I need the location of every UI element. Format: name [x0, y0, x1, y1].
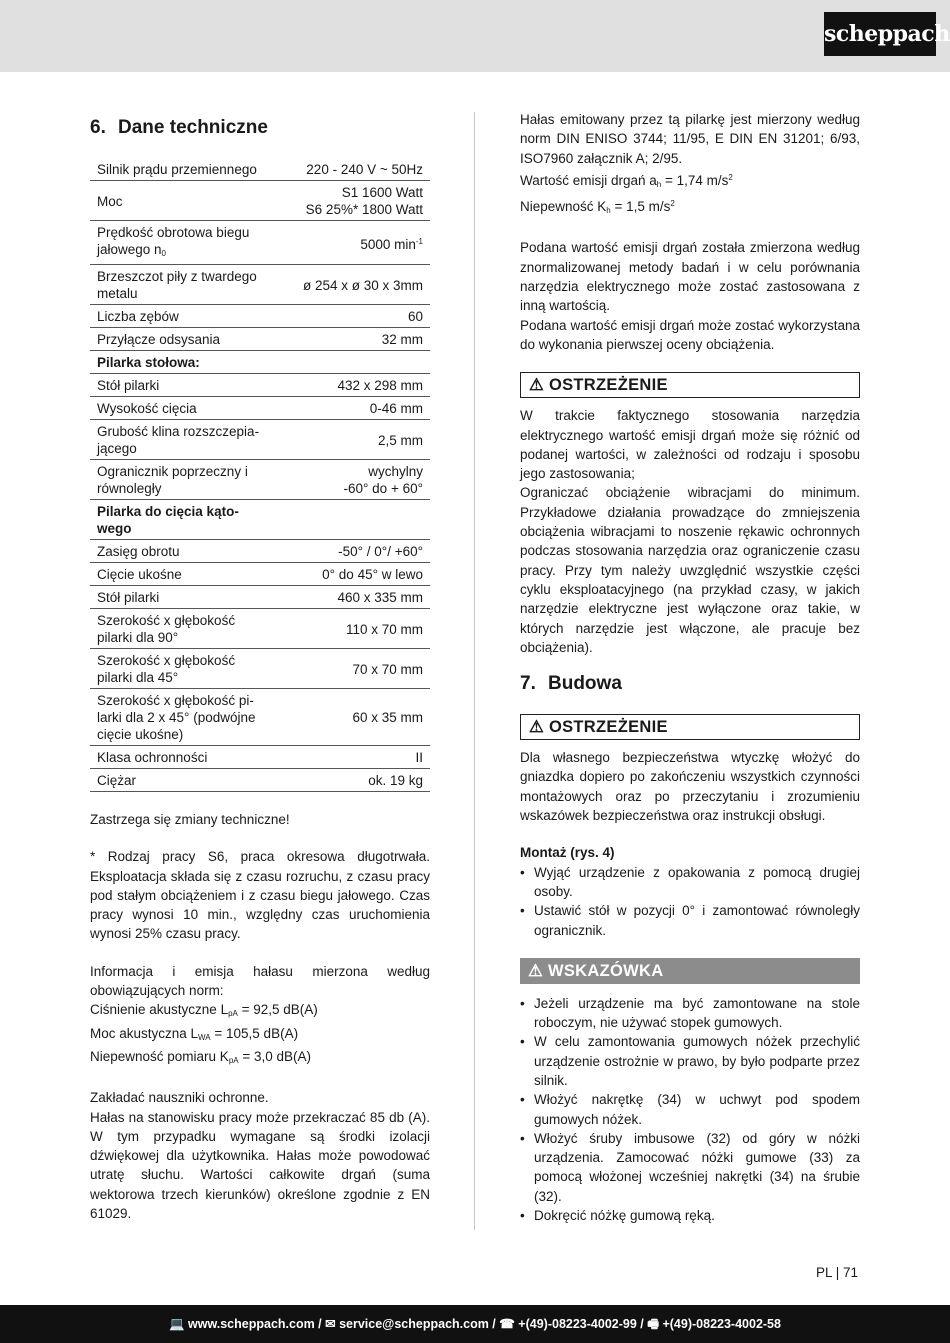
vibration-value: Wartość emisji drgań $a_h = 1,74$ $m/s^2$: [520, 172, 733, 189]
spec-value: 2,5 mm: [283, 420, 430, 460]
spec-label: Wysokość cięcia: [90, 397, 283, 420]
spec-section-row: [90, 351, 430, 374]
spec-value: [283, 351, 430, 374]
scheppach-logo: scheppach: [824, 12, 936, 56]
spec-value: 220 - 240 V ~ 50Hz: [283, 158, 430, 181]
warning-box-2: ⚠ OSTRZEŻENIE: [520, 714, 860, 740]
spec-label: Szerokość x głębokość pilarki dla 90°: [90, 609, 283, 649]
vibration-note: Podana wartość emisji drgań została zmierzona według znormalizowanej metody badań i w celu porównania narzędzia elektrycznego może zostać zastosowana z inną wartością. Podana wartość emisji drgań może zostać wykorzystana do wykonania pierwszej oceny obciążenia.: [520, 240, 860, 352]
spec-label: Ciężar: [90, 769, 283, 792]
spec-row: [90, 746, 430, 769]
vibration-uncertainty: Niepewność $K_h = 1,5$ $m/s^2$: [520, 199, 675, 216]
spec-label: Moc: [90, 181, 283, 221]
noise-value-pressure: Ciśnienie akustyczne $L_{pA} = 92,5$ dB(A): [90, 1002, 318, 1019]
spec-label: Przyłącze odsysania: [90, 328, 283, 351]
montaz-list: [520, 863, 860, 940]
footer-contact-bar: 💻 www.scheppach.com / ✉ service@scheppach.com / ☎ +(49)-08223-4002-99 / 🖷 +(49)-08223-4002-58: [0, 1305, 950, 1343]
spec-label: Pilarka stołowa:: [90, 351, 283, 374]
warning-2-text: Dla własnego bezpieczeństwa wtyczkę włożyć do gniazdka dopiero po zakończeniu wszystkich czynności montażowych oraz po przeczytaniu i zrozumieniu wskazówek bezpieczeństwa oraz instrukcji obsługi.: [520, 750, 860, 824]
montaz-heading: Montaż (rys. 4): [520, 845, 615, 861]
note-item: • Jeżeli urządzenie ma być zamontowane na stole roboczym, nie używać stopek gumowych.: [520, 994, 860, 1033]
spec-row: [90, 265, 430, 305]
spec-value: 5000 $\min^{-1}$: [283, 221, 430, 265]
section-7-heading: 7. Budowa: [520, 673, 622, 695]
spec-table: [90, 158, 430, 792]
spec-row: [90, 305, 430, 328]
note-list: [520, 994, 860, 1226]
spec-row: [90, 420, 430, 460]
spec-value: 70 x 70 mm: [283, 649, 430, 689]
left-column: [90, 110, 430, 1223]
note-item: • Włożyć nakrętkę (34) w uchwyt pod spodem gumowych nóżek.: [520, 1090, 860, 1129]
spec-label: Silnik prądu przemiennego: [90, 158, 283, 181]
spec-row: [90, 563, 430, 586]
spec-value: wychylny -60° do + 60°: [283, 460, 430, 500]
spec-label: Prędkość obrotowa biegu jałowego $n_0$: [90, 221, 283, 265]
spec-value: 60: [283, 305, 430, 328]
spec-label: Szerokość x głębokość pilarki dla 45°: [90, 649, 283, 689]
spec-section-row: [90, 500, 430, 540]
spec-value: 460 x 335 mm: [283, 586, 430, 609]
technical-changes-note: Zastrzega się zmiany techniczne!: [90, 812, 290, 827]
spec-value: 60 x 35 mm: [283, 689, 430, 746]
spec-label: Ogranicznik poprzeczny i równoległy: [90, 460, 283, 500]
noise-value-uncertainty: Niepewność pomiaru $K_{pA} = 3,0$ dB(A): [90, 1048, 312, 1065]
spec-label: Brzeszczot piły z twardego metalu: [90, 265, 283, 305]
spec-value: -50° / 0°/ +60°: [283, 540, 430, 563]
noise-intro: Informacja i emisja hałasu mierzona według obowiązujących norm:: [90, 963, 430, 999]
spec-row: [90, 649, 430, 689]
right-column: [520, 110, 860, 1225]
spec-value: ø 254 x ø 30 x 3mm: [283, 265, 430, 305]
spec-value: 0-46 mm: [283, 397, 430, 420]
spec-row: [90, 328, 430, 351]
noise-value-power: Moc akustyczna $L_{WA} = 105,5$ dB(A): [90, 1025, 299, 1042]
montaz-step: • Ustawić stół w pozycji 0° i zamontować równoległy ogranicznik.: [520, 901, 860, 940]
spec-value: 110 x 70 mm: [283, 609, 430, 649]
warning-box-1: ⚠ OSTRZEŻENIE: [520, 372, 860, 398]
spec-row: [90, 460, 430, 500]
spec-row: [90, 689, 430, 746]
spec-row: [90, 374, 430, 397]
vibration-intro: Hałas emitowany przez tą pilarkę jest mierzony według norm DIN ENISO 3744; 11/95, E DIN EN 31201; 6/93, ISO7960 załącznik A; 2/95.: [520, 112, 860, 166]
spec-row: [90, 158, 430, 181]
spec-label: Zasięg obrotu: [90, 540, 283, 563]
spec-label: Stół pilarki: [90, 374, 283, 397]
spec-row: [90, 609, 430, 649]
spec-row: [90, 181, 430, 221]
spec-label: Klasa ochronności: [90, 746, 283, 769]
spec-label: Cięcie ukośne: [90, 563, 283, 586]
spec-row: [90, 397, 430, 420]
spec-label: Pilarka do cięcia kąto- wego: [90, 500, 283, 540]
spec-row: [90, 221, 430, 265]
spec-value: 32 mm: [283, 328, 430, 351]
warning-1-text: W trakcie faktycznego stosowania narzędzia elektrycznego wartość emisji drgań może się różnić od podanej wartości, w zależności od rodzaju i sposobu jego zastosowania; Ograniczać obciążenie wibracjami do minimum. Przykładowe działania prowadzące do zmniejszenia obciążenia wibracjami to noszenie rękawic ochronnych podczas stosowania narzędzia oraz ograniczenie czasu pracy. Przy tym należy uwzględnić wszystkie części cyklu eksploatacyjnego (na przykład czasy, w jakich narzędzie elektryczne jest wyłączone oraz takie, w których narzędzie jest włączone, ale pracuje bez obciążenia).: [520, 408, 860, 655]
spec-value: S1 1600 Watt S6 25%* 1800 Watt: [283, 181, 430, 221]
top-bar: [0, 0, 950, 72]
spec-value: II: [283, 746, 430, 769]
spec-label: Liczba zębów: [90, 305, 283, 328]
page-number: PL | 71: [815, 1265, 858, 1280]
note-item: • W celu zamontowania gumowych nóżek przechylić urządzenie ostrożnie w prawo, by było podparte przez silnik.: [520, 1032, 860, 1090]
spec-value: 432 x 298 mm: [283, 374, 430, 397]
spec-label: Szerokość x głębokość pi- larki dla 2 x 45° (podwójne cięcie ukośne): [90, 689, 283, 746]
spec-label: Grubość klina rozszczepia- jącego: [90, 420, 283, 460]
note-item: • Włożyć śruby imbusowe (32) od góry w nóżki urządzenia. Zamocować nóżki gumowe (33) za pomocą włożonej wcześniej nakrętki (34) na śrubie (32).: [520, 1129, 860, 1206]
note-box: ⚠ WSKAZÓWKA: [520, 958, 860, 984]
spec-label: Stół pilarki: [90, 586, 283, 609]
spec-value: ok. 19 kg: [283, 769, 430, 792]
spec-row: [90, 540, 430, 563]
section-6-heading: 6. Dane techniczne: [90, 117, 268, 138]
column-divider: [474, 112, 475, 1230]
montaz-step: • Wyjąć urządzenie z opakowania z pomocą drugiej osoby.: [520, 863, 860, 902]
spec-value: [283, 500, 430, 540]
s6-footnote: * Rodzaj pracy S6, praca okresowa długotrwała. Eksploatacja składa się z czasu rozruchu, z czasu pracy pod stałym obciążeniem i z czasu biegu jałowego. Czas pracy wynosi 10 min., względny czas uruchomienia wynosi 25% czasu pracy.: [90, 849, 430, 942]
spec-row: [90, 769, 430, 792]
ear-protection-text: Zakładać nauszniki ochronne. Hałas na stanowisku pracy może przekraczać 85 db (A). W tym przypadku wymagane są środki izolacji dźwiękowej dla użytkownika. Hałas może powodować utratę słuchu. Wartości całkowite drgań (suma wektorowa trzech kierunków) określone zgodnie z EN 61029.: [90, 1090, 430, 1222]
spec-row: [90, 586, 430, 609]
note-item: • Dokręcić nóżkę gumową ręką.: [520, 1206, 860, 1225]
spec-value: 0° do 45° w lewo: [283, 563, 430, 586]
